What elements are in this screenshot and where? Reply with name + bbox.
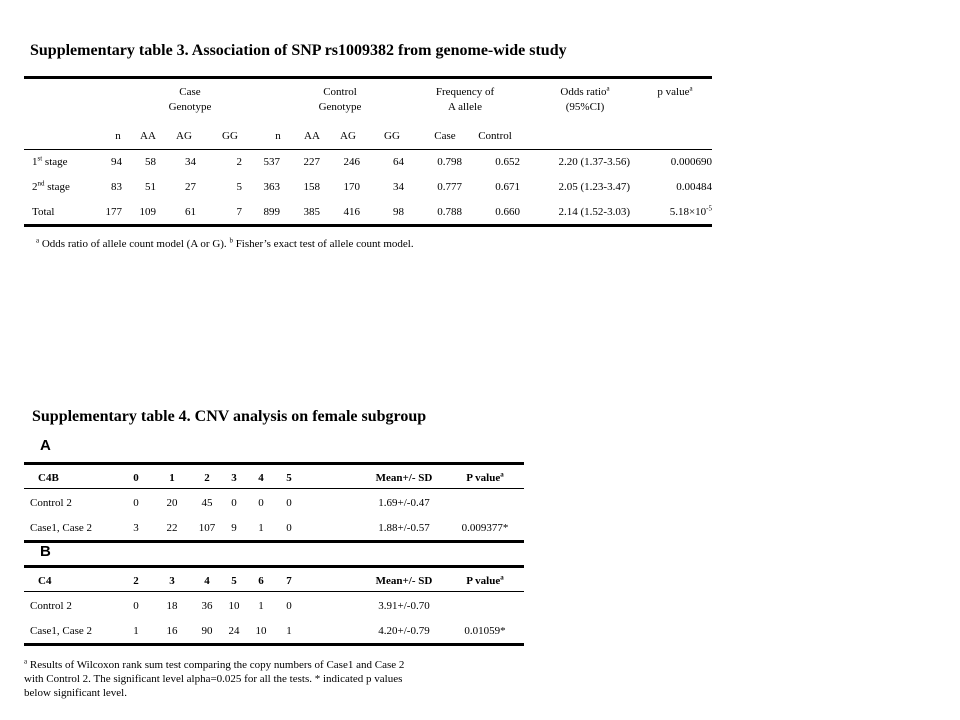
table3-cell: 0.652 (495, 156, 520, 168)
panel-header-cell: Mean+/- SD (375, 472, 433, 484)
table3-cell: $5.18\times 10^{-5}$ (669, 204, 712, 218)
panel-rule (24, 643, 524, 646)
header-p-value: p value$^a$ (657, 84, 693, 98)
table3-bottom-rule (24, 224, 712, 227)
panel-header-cell: 4 (258, 472, 264, 484)
panel-cell: 0 (286, 497, 292, 509)
panel-cell: 0 (286, 600, 292, 612)
panel-cell: 1 (258, 600, 264, 612)
panel-cell: 0 (133, 600, 139, 612)
table3-cell: 899 (263, 206, 280, 218)
subheader-n: n (115, 130, 121, 142)
panel-cell: 1.88+/-0.57 (378, 522, 430, 534)
table3-cell: 363 (263, 181, 280, 193)
header-control-genotype: Genotype (318, 101, 362, 113)
panel-cell: Control 2 (30, 497, 72, 509)
table3-cell: 58 (145, 156, 156, 168)
table3-cell: 227 (303, 156, 320, 168)
table3-cell: 385 (303, 206, 320, 218)
header-ci: (95%CI) (565, 101, 605, 113)
table3-cell: 416 (343, 206, 360, 218)
table3-cell: 61 (185, 206, 196, 218)
table4-footnote-line-2: with Control 2. The significant level alpha=0.025 for all the tests. * indicated p values (24, 673, 403, 685)
table3-cell: 0.00484 (676, 181, 712, 193)
panel-cell: 1 (286, 625, 292, 637)
panel-cell: 1.69+/-0.47 (378, 497, 430, 509)
table3-cell: 0.671 (495, 181, 520, 193)
subheader-aa-control: AA (304, 130, 320, 142)
panel-header-cell: 7 (286, 575, 292, 587)
subheader-ag: AG (176, 130, 192, 142)
table3-cell: 51 (145, 181, 156, 193)
panel-b-label: B (40, 543, 51, 560)
panel-cell: 22 (166, 522, 178, 534)
subheader-gg-control: GG (384, 130, 400, 142)
panel-cell: 1 (258, 522, 264, 534)
header-case: Case (179, 86, 201, 98)
header-frequency: Frequency of (435, 86, 495, 98)
table3-cell: 34 (185, 156, 196, 168)
table3-cell: 158 (303, 181, 320, 193)
table3-header-rule (24, 149, 712, 150)
table3-cell: 64 (393, 156, 404, 168)
table3-cell: 2.20 (1.37-3.56) (558, 156, 630, 168)
panel-header-cell: 3 (169, 575, 175, 587)
table4-footnote-line-3: below significant level. (24, 687, 127, 699)
subheader-aa: AA (140, 130, 156, 142)
panel-header-cell: P value$^a$ (466, 573, 504, 587)
panel-cell: 0.01059* (464, 625, 506, 637)
subheader-freq-control: Control (478, 130, 512, 142)
panel-header-cell: 3 (231, 472, 237, 484)
subheader-freq-case: Case (434, 130, 456, 142)
table3-cell: 98 (393, 206, 404, 218)
table3-cell: 0.798 (437, 156, 462, 168)
header-control: Control (323, 86, 357, 98)
panel-cell: 3.91+/-0.70 (378, 600, 430, 612)
table3-cell: 2.05 (1.23-3.47) (558, 181, 630, 193)
panel-header-cell: 2 (133, 575, 139, 587)
panel-cell: 0 (231, 497, 237, 509)
panel-rule (24, 462, 524, 465)
table3-cell: 7 (236, 206, 242, 218)
table3-cell: 0.660 (495, 206, 520, 218)
panel-header-cell: 6 (258, 575, 264, 587)
header-odds-ratio: Odds ratio$^a$ (560, 84, 610, 98)
table3-row-label: 2nd stage (32, 179, 70, 193)
panel-header-cell: C4B (38, 472, 59, 484)
table3-cell: 0.000690 (670, 156, 712, 168)
table3-row-label: 1st stage (32, 154, 68, 168)
panel-cell: 20 (166, 497, 178, 509)
panel-cell: Control 2 (30, 600, 72, 612)
table3-cell: 109 (139, 206, 156, 218)
panel-cell: 9 (231, 522, 237, 534)
table4-footnote-line-1: $^a$ Results of Wilcoxon rank sum test comparing the copy numbers of Case1 and Case 2 (24, 657, 405, 671)
panel-cell: Case1, Case 2 (30, 625, 93, 637)
panel-cell: 4.20+/-0.79 (378, 625, 430, 637)
panel-cell: 0 (133, 497, 139, 509)
panel-cell: 10 (228, 600, 240, 612)
panel-header-cell: P value$^a$ (466, 470, 504, 484)
panel-cell: 1 (133, 625, 139, 637)
table3-row-label: Total (32, 206, 55, 218)
subheader-ag-control: AG (340, 130, 356, 142)
table3-title: Supplementary table 3. Association of SNP rs1009382 from genome-wide study (30, 42, 567, 59)
table4-title: Supplementary table 4. CNV analysis on female subgroup (32, 408, 427, 425)
panel-cell: 0 (286, 522, 292, 534)
panel-header-cell: Mean+/- SD (375, 575, 433, 587)
table3-cell: 2 (236, 156, 242, 168)
table3-cell: 170 (343, 181, 360, 193)
panel-header-cell: 4 (204, 575, 210, 587)
table3-cell: 2.14 (1.52-3.03) (558, 206, 630, 218)
table3-cell: 83 (111, 181, 122, 193)
panel-header-cell: C4 (38, 575, 52, 587)
table3-cell: 34 (393, 181, 404, 193)
table3-top-rule (24, 76, 712, 79)
panel-rule (24, 591, 524, 592)
table3-cell: 0.788 (437, 206, 462, 218)
panel-cell: 45 (201, 497, 213, 509)
panel-cell: 18 (166, 600, 178, 612)
table3-cell: 246 (343, 156, 360, 168)
table3-cell: 537 (263, 156, 280, 168)
panel-cell: 90 (201, 625, 213, 637)
table3-footnote: $^a$ Odds ratio of allele count model (A or G). $^b$ Fisher’s exact test of allele count model. (36, 236, 414, 250)
header-a-allele: A allele (448, 101, 482, 113)
panel-cell: 0.009377* (461, 522, 509, 534)
panel-cell: 36 (201, 600, 213, 612)
panel-rule (24, 540, 524, 543)
header-case-genotype: Genotype (168, 101, 212, 113)
table3-cell: 0.777 (437, 181, 462, 193)
panel-rule (24, 488, 524, 489)
subheader-gg: GG (222, 130, 238, 142)
table3-cell: 5 (236, 181, 242, 193)
panel-header-cell: 5 (286, 472, 292, 484)
panel-cell: 0 (258, 497, 264, 509)
panel-cell: 3 (133, 522, 139, 534)
panel-cell: 107 (198, 522, 216, 534)
panel-cell: 24 (228, 625, 240, 637)
panel-header-cell: 2 (204, 472, 210, 484)
subheader-n-control: n (275, 130, 281, 142)
panel-cell: Case1, Case 2 (30, 522, 93, 534)
panel-header-cell: 0 (133, 472, 139, 484)
panel-header-cell: 1 (169, 472, 175, 484)
table3-cell: 177 (105, 206, 122, 218)
table3-cell: 27 (185, 181, 196, 193)
table3-cell: 94 (111, 156, 122, 168)
panel-a-label: A (40, 437, 51, 454)
panel-rule (24, 565, 524, 568)
panel-cell: 16 (166, 625, 178, 637)
panel-header-cell: 5 (231, 575, 237, 587)
panel-cell: 10 (255, 625, 267, 637)
table4-footnote (24, 658, 514, 700)
